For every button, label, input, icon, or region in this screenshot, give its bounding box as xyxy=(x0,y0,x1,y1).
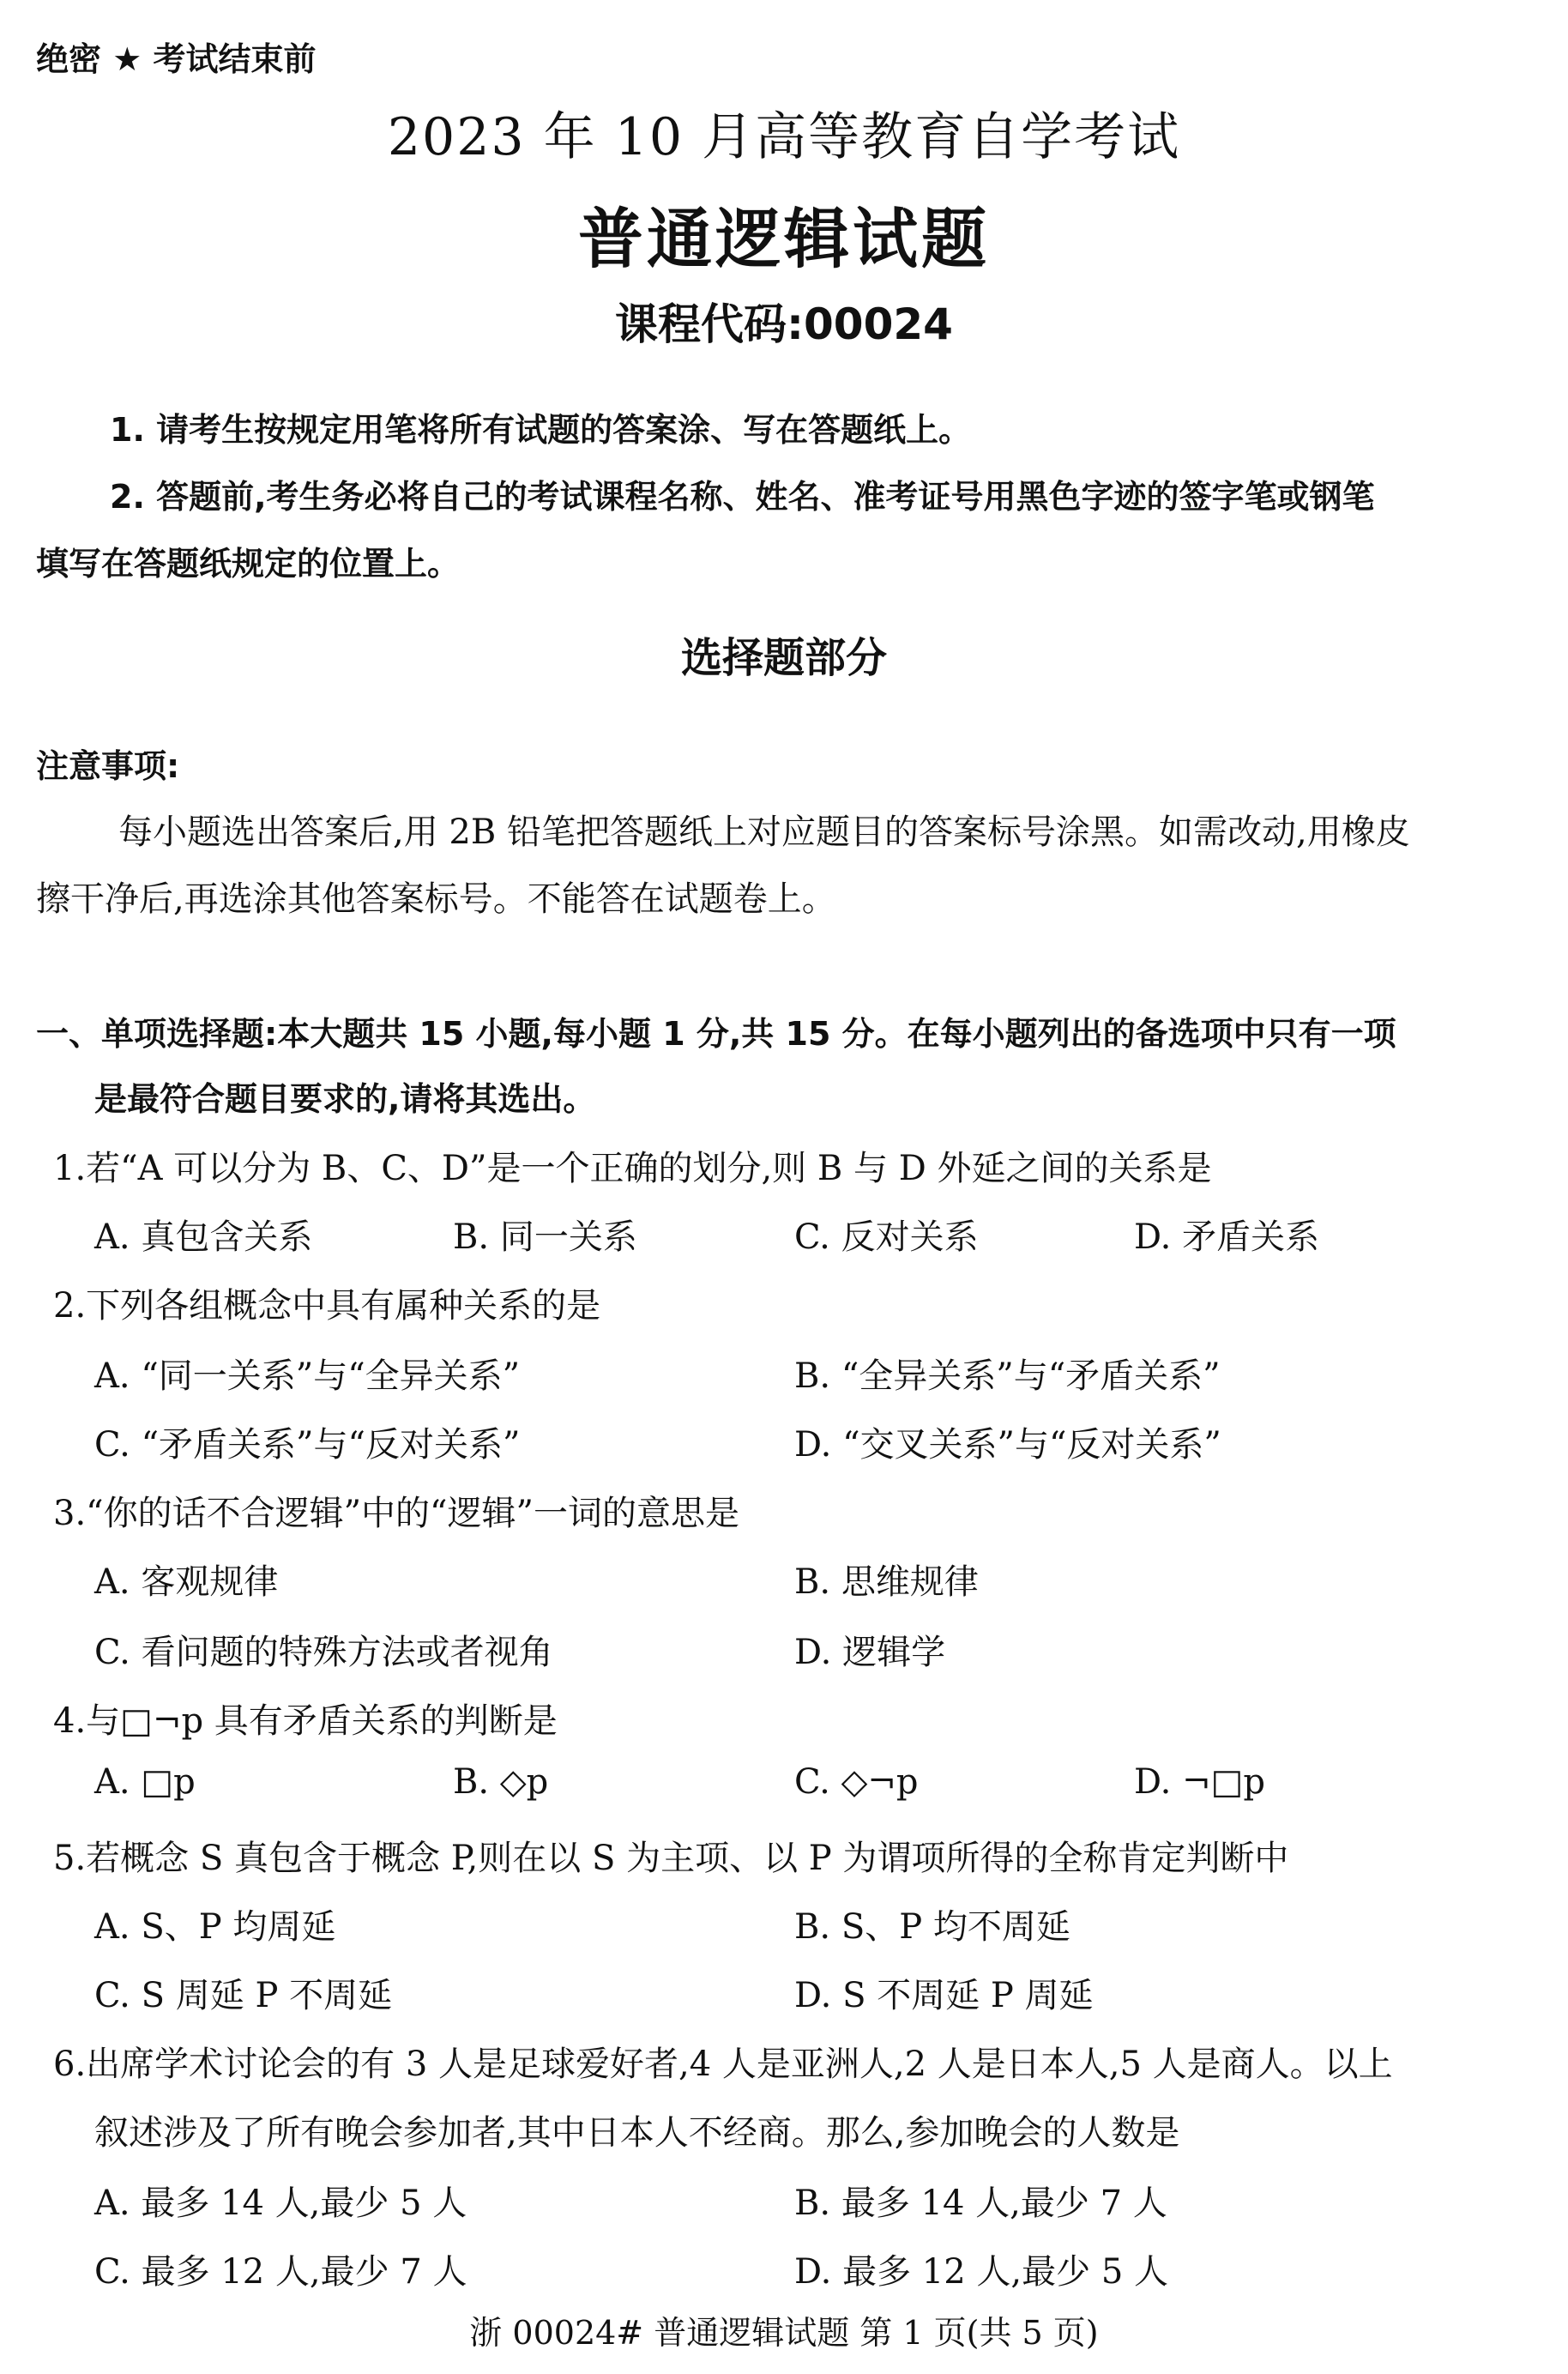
exam-title: 2023 年 10 月高等教育自学考试 xyxy=(387,107,1181,167)
question-3-stem: 3.“你的话不合逻辑”中的“逻辑”一词的意思是 xyxy=(53,1494,739,1533)
confidential-label: 绝密 ★ 考试结束前 xyxy=(36,40,317,78)
part1-heading-line1: 一、单项选择题:本大题共 15 小题,每小题 1 分,共 15 分。在每小题列出的备选项中只有一项 xyxy=(36,1015,1396,1053)
question-1-option-a: A. 真包含关系 xyxy=(94,1217,313,1257)
course-code: 课程代码:00024 xyxy=(615,299,953,349)
subject-title: 普通逻辑试题 xyxy=(578,201,990,277)
question-5-option-d: D. S 不周延 P 周延 xyxy=(794,1976,1094,2015)
question-4-option-c: C. ◇¬p xyxy=(794,1762,919,1802)
question-5-option-b: B. S、P 均不周延 xyxy=(794,1907,1070,1947)
section-title: 选择题部分 xyxy=(680,634,887,682)
question-6-option-d: D. 最多 12 人,最少 5 人 xyxy=(794,2252,1168,2292)
instruction-1: 1. 请考生按规定用笔将所有试题的答案涂、写在答题纸上。 xyxy=(110,411,972,449)
question-2-option-c: C. “矛盾关系”与“反对关系” xyxy=(94,1425,521,1465)
question-5-option-a: A. S、P 均周延 xyxy=(94,1907,336,1947)
question-1-stem: 1.若“A 可以分为 B、C、D”是一个正确的划分,则 B 与 D 外延之间的关系是 xyxy=(53,1149,1212,1188)
question-4-option-a: A. □p xyxy=(94,1762,196,1802)
question-3-option-d: D. 逻辑学 xyxy=(794,1633,946,1672)
question-4-option-b: B. ◇p xyxy=(453,1762,549,1802)
question-6-option-c: C. 最多 12 人,最少 7 人 xyxy=(94,2252,467,2292)
part1-heading-line2: 是最符合题目要求的,请将其选出。 xyxy=(94,1080,596,1118)
question-1-option-d: D. 矛盾关系 xyxy=(1134,1217,1320,1257)
question-6-stem-line2: 叙述涉及了所有晚会参加者,其中日本人不经商。那么,参加晚会的人数是 xyxy=(94,2113,1180,2153)
notice-line-2: 擦干净后,再选涂其他答案标号。不能答在试题卷上。 xyxy=(36,879,836,919)
question-5-stem: 5.若概念 S 真包含于概念 P,则在以 S 为主项、以 P 为谓项所得的全称肯定判断中 xyxy=(53,1839,1289,1878)
question-6-stem-line1: 6.出席学术讨论会的有 3 人是足球爱好者,4 人是亚洲人,2 人是日本人,5 人是商人。以上 xyxy=(53,2045,1393,2084)
page-footer: 浙 00024# 普通逻辑试题 第 1 页(共 5 页) xyxy=(469,2314,1099,2352)
question-3-option-a: A. 客观规律 xyxy=(94,1562,279,1602)
question-2-option-a: A. “同一关系”与“全异关系” xyxy=(94,1356,521,1396)
question-3-option-c: C. 看问题的特殊方法或者视角 xyxy=(94,1633,553,1672)
question-2-option-d: D. “交叉关系”与“反对关系” xyxy=(794,1425,1221,1465)
question-1-option-b: B. 同一关系 xyxy=(453,1217,637,1257)
question-4-stem: 4.与□¬p 具有矛盾关系的判断是 xyxy=(53,1701,558,1741)
question-6-option-a: A. 最多 14 人,最少 5 人 xyxy=(94,2184,467,2223)
notice-label: 注意事项: xyxy=(36,747,180,785)
question-3-option-b: B. 思维规律 xyxy=(794,1562,979,1602)
question-2-option-b: B. “全异关系”与“矛盾关系” xyxy=(794,1356,1221,1396)
question-6-option-b: B. 最多 14 人,最少 7 人 xyxy=(794,2184,1167,2223)
instruction-2-line1: 2. 答题前,考生务必将自己的考试课程名称、姓名、准考证号用黑色字迹的签字笔或钢笔 xyxy=(110,478,1375,516)
question-1-option-c: C. 反对关系 xyxy=(794,1217,979,1257)
instruction-2-line2: 填写在答题纸规定的位置上。 xyxy=(36,545,461,583)
question-4-option-d: D. ¬□p xyxy=(1134,1762,1265,1802)
notice-line-1: 每小题选出答案后,用 2B 铅笔把答题纸上对应题目的答案标号涂黑。如需改动,用橡皮 xyxy=(118,812,1410,852)
question-2-stem: 2.下列各组概念中具有属种关系的是 xyxy=(53,1286,601,1326)
question-5-option-c: C. S 周延 P 不周延 xyxy=(94,1976,393,2015)
